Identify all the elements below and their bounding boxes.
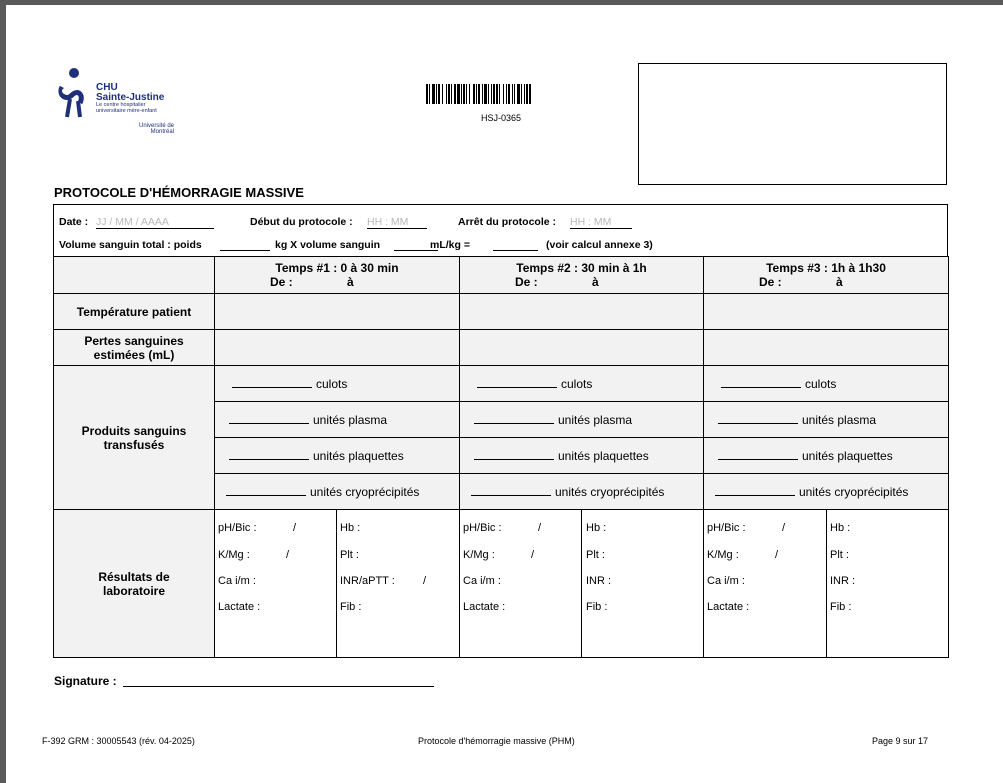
fib-label: Fib : [830,601,852,613]
barcode-bar [499,84,500,104]
signature-label: Signature : [54,674,117,688]
logo-text: CHU Sainte-Justine [96,82,165,103]
temperature-cell-1[interactable] [215,294,460,330]
debut-label: Début du protocole : [250,216,353,228]
barcode-bar [512,84,513,104]
hb-label: Hb : [830,522,851,534]
time-3-header [704,257,949,294]
lab-cell-right-2[interactable] [582,510,704,658]
signature-field[interactable] [123,686,434,687]
chu-sainte-justine-logo [54,65,174,145]
slash: / [782,522,786,534]
barcode-bar [473,84,475,104]
protocol-info-box [53,204,948,257]
slash: / [538,522,542,534]
temperature-label: Température patient [54,294,215,330]
ca-label: Ca i/m : [463,575,501,587]
barcode-bar [461,84,462,104]
lab-cell-right-3[interactable] [827,510,949,658]
product-cell[interactable]: unités cryoprécipités [704,474,949,510]
k-mg-label: K/Mg : [218,549,250,561]
product-cell[interactable]: unités plaquettes [215,438,460,474]
barcode-bar [496,84,498,104]
time-1-a: à [347,275,354,289]
hb-label: Hb : [340,522,361,534]
barcode-bar [491,84,492,104]
lactate-label: Lactate : [218,601,261,613]
date-field[interactable]: JJ / MM / AAAA [96,216,214,229]
slash: / [423,575,427,587]
plt-label: Plt : [586,549,605,561]
barcode-bar [442,84,443,104]
footer-page-number: Page 9 sur 17 [872,736,929,746]
barcode-number: HSJ-0365 [480,113,522,123]
time-3-a: à [836,275,843,289]
lab-cell-left-1[interactable] [215,510,337,658]
barcode-bar [446,84,447,104]
time-1-header [215,257,460,294]
barcode-bar [526,84,528,104]
product-cell[interactable]: unités cryoprécipités [460,474,704,510]
product-cell[interactable]: unités plaquettes [460,438,704,474]
barcode-bar [426,84,428,104]
time-2-de: De : [515,275,538,289]
time-1-de: De : [270,275,293,289]
plt-label: Plt : [340,549,359,561]
logo-subtitle: Le centre hospitalier universitaire mère-enfant [96,102,157,114]
inr-label: INR : [830,575,856,587]
fib-label: Fib : [340,601,362,613]
product-cell[interactable]: unités plasma [704,402,949,438]
ca-label: Ca i/m : [218,575,256,587]
hb-label: Hb : [586,522,607,534]
product-cell[interactable]: unités plasma [460,402,704,438]
mlkg-label: mL/kg = [430,239,470,251]
product-row [54,366,949,402]
product-cell[interactable]: unités plasma [215,402,460,438]
barcode-bar [478,84,480,104]
barcode-bar [506,84,507,104]
footer-form-number: F-392 GRM : 30005543 (rév. 04-2025) [42,736,195,746]
temperature-cell-3[interactable] [704,294,949,330]
time-1-title: Temps #1 : 0 à 30 min [275,261,399,275]
barcode-bar [469,84,470,104]
annexe-label: (voir calcul annexe 3) [546,239,653,251]
lactate-label: Lactate : [707,601,750,613]
barcode-bar [521,84,522,104]
barcode-bar [454,84,456,104]
pertes-label: Pertes sanguines estimées (mL) [54,330,215,366]
time-header-row [54,257,949,294]
barcode-bar [436,84,437,104]
barcode-bar [517,84,520,104]
barcode-bar [432,84,435,104]
resultats-label: Résultats de laboratoire [54,510,215,658]
time-2-a: à [592,275,599,289]
slash: / [293,522,297,534]
ph-label: pH/Bic : [463,522,502,534]
pertes-cell-2[interactable] [460,330,704,366]
barcode-bar [488,84,489,104]
lab-cell-left-3[interactable] [704,510,827,658]
barcode-bar [524,84,525,104]
pertes-row [54,330,949,366]
volume-label: Volume sanguin total : poids [59,239,202,251]
kg-label: kg X volume sanguin [275,239,381,251]
slash: / [531,549,535,561]
ph-label: pH/Bic : [218,522,257,534]
barcode-bar [463,84,465,104]
patient-label-box [638,63,947,185]
barcode-bar [448,84,450,104]
lab-cell-left-2[interactable] [460,510,582,658]
barcode-bar [482,84,483,104]
barcode-bar [529,84,531,104]
barcode-bar [466,84,467,104]
debut-field[interactable]: HH : MM [367,216,427,229]
arret-field[interactable]: HH : MM [570,216,632,229]
corner-cell [54,257,215,294]
time-3-de: De : [759,275,782,289]
temperature-row [54,294,949,330]
product-cell[interactable]: unités plaquettes [704,438,949,474]
barcode [426,84,588,104]
inr-aptt-label: INR/aPTT : [340,575,395,587]
product-cell[interactable]: culots [704,366,949,402]
produits-label: Produits sanguins transfusés [54,366,215,510]
total-field[interactable] [493,239,538,251]
pertes-cell-1[interactable] [215,330,460,366]
barcode-bar [457,84,460,104]
lab-cell-right-1[interactable] [337,510,460,658]
poids-field[interactable] [220,239,270,251]
logo-mark-icon [54,65,94,125]
barcode-bar [484,84,487,104]
barcode-bar [514,84,515,104]
ph-label: pH/Bic : [707,522,746,534]
barcode-bar [503,84,504,104]
ca-label: Ca i/m : [707,575,745,587]
product-cell[interactable]: culots [460,366,704,402]
product-cell[interactable]: culots [215,366,460,402]
plt-label: Plt : [830,549,849,561]
product-cell[interactable]: unités cryoprécipités [215,474,460,510]
date-label: Date : [59,216,89,228]
barcode-bar [476,84,477,104]
barcode-bar [451,84,452,104]
slash: / [286,549,290,561]
arret-label: Arrêt du protocole : [458,216,557,228]
k-mg-label: K/Mg : [463,549,495,561]
fib-label: Fib : [586,601,608,613]
barcode-bar [438,84,440,104]
temperature-cell-2[interactable] [460,294,704,330]
barcode-bar [429,84,430,104]
inr-label: INR : [586,575,612,587]
universite-logo: Université de Montréal [138,123,174,135]
slash: / [775,549,779,561]
time-3-title: Temps #3 : 1h à 1h30 [766,261,886,275]
barcode-bar [493,84,495,104]
lactate-label: Lactate : [463,601,506,613]
footer-title: Protocole d'hémorragie massive (PHM) [418,736,575,746]
protocol-table [53,256,949,658]
time-2-title: Temps #2 : 30 min à 1h [516,261,647,275]
lab-row [54,510,949,658]
page-title: PROTOCOLE D'HÉMORRAGIE MASSIVE [54,185,304,200]
k-mg-label: K/Mg : [707,549,739,561]
time-2-header [460,257,704,294]
barcode-bar [508,84,510,104]
pertes-cell-3[interactable] [704,330,949,366]
